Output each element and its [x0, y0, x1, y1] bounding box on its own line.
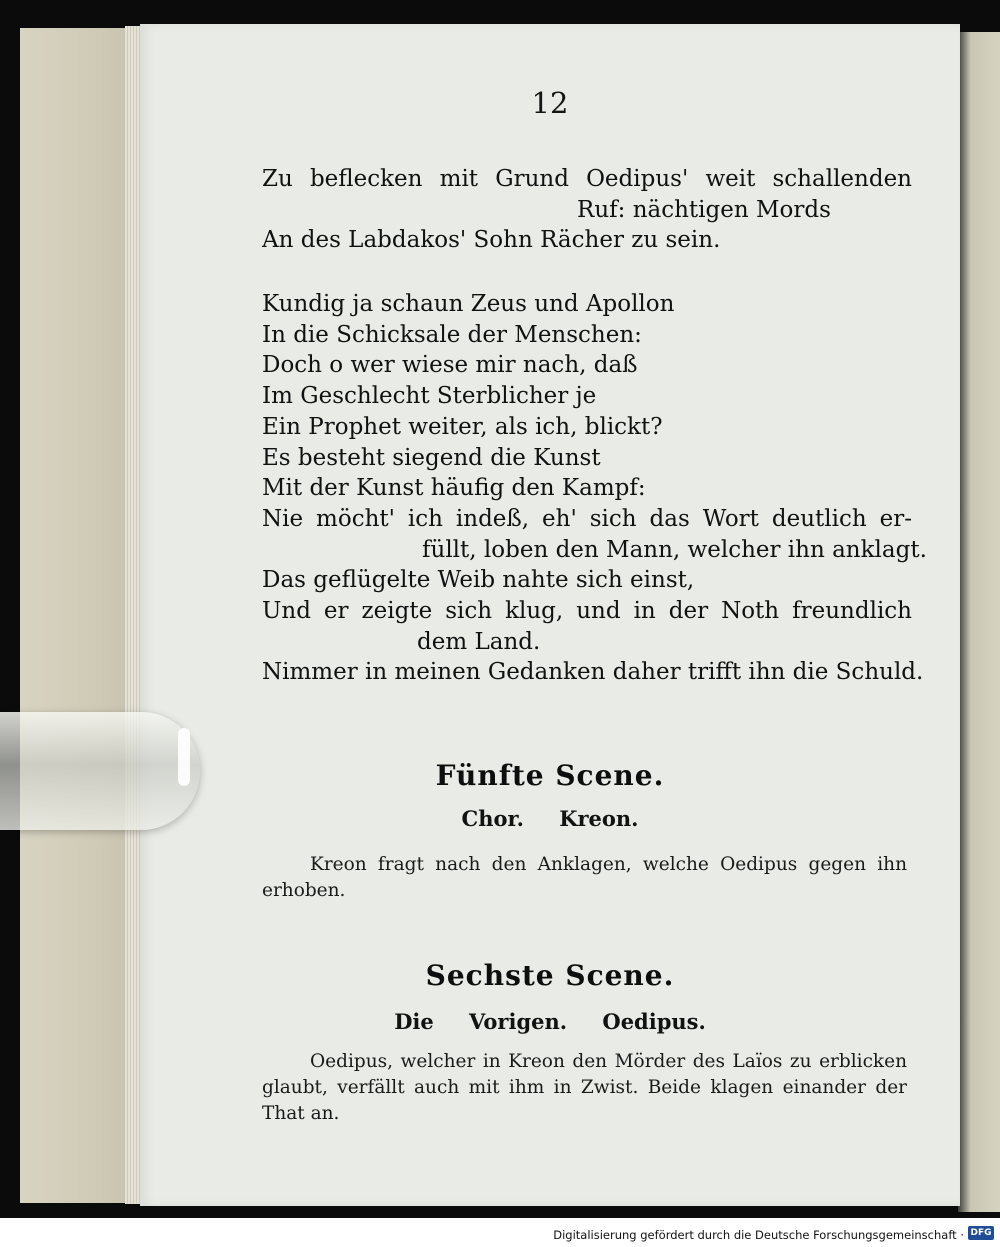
verse-block	[262, 164, 927, 688]
verse-line: In die Schicksale der Menschen:	[262, 321, 642, 348]
verse-line: füllt, loben den Mann, welcher ihn anklagt.	[422, 536, 927, 563]
verse-line: Im Geschlecht Sterblicher je	[262, 383, 597, 410]
verse-line: Und er zeigte sich klug, und in der Noth freundlich	[262, 597, 912, 624]
verse-line: Ruf: nächtigen Mords	[577, 196, 831, 223]
verse-line: Nimmer in meinen Gedanken daher trifft ihn die Schuld.	[262, 659, 924, 686]
verse-line: Zu beflecken mit Grund Oedipus' weit schallenden	[262, 166, 912, 192]
verse-line: An des Labdakos' Sohn Rächer zu sein.	[262, 227, 721, 254]
glass-page-weight-icon	[0, 712, 200, 830]
funding-credit: Digitalisierung gefördert durch die Deutsche Forschungsgemeinschaft ·	[553, 1228, 964, 1242]
verse-line: dem Land.	[417, 628, 541, 655]
verse-line: Kundig ja schaun Zeus und Apollon	[262, 291, 675, 318]
verse-line: Mit der Kunst häufig den Kampf:	[262, 475, 646, 502]
scene-title-6: Sechste Scene.	[425, 959, 675, 992]
stage-direction-5: Kreon fragt nach den Anklagen, welche Oedipus gegen ihn erhoben.	[262, 854, 907, 901]
dfg-logo-icon: DFG	[968, 1226, 994, 1240]
page-number: 12	[531, 86, 569, 120]
verse-line: Es besteht siegend die Kunst	[262, 444, 601, 471]
verse-line: Das geflügelte Weib nahte sich einst,	[262, 567, 695, 594]
verse-line: Doch o wer wiese mir nach, daß	[262, 352, 638, 379]
next-page-edge	[958, 32, 1000, 1212]
glass-highlight	[178, 728, 190, 786]
book-page	[140, 24, 960, 1206]
verse-line: Nie möcht' ich indeß, eh' sich das Wort deutlich er-	[262, 505, 912, 532]
verse-line: Ein Prophet weiter, als ich, blickt?	[262, 413, 663, 440]
stage-direction-6: Oedipus, welcher in Kreon den Mörder des Laïos zu erblicken glaubt, verfällt auch mit ihm in Zwist. Beide klagen einander der That an.	[262, 1051, 907, 1124]
scene-persons-5: Chor. Kreon.	[461, 806, 639, 831]
scene-persons-6: Die Vorigen. Oedipus.	[394, 1009, 706, 1034]
scene-title-5: Fünfte Scene.	[435, 759, 665, 792]
